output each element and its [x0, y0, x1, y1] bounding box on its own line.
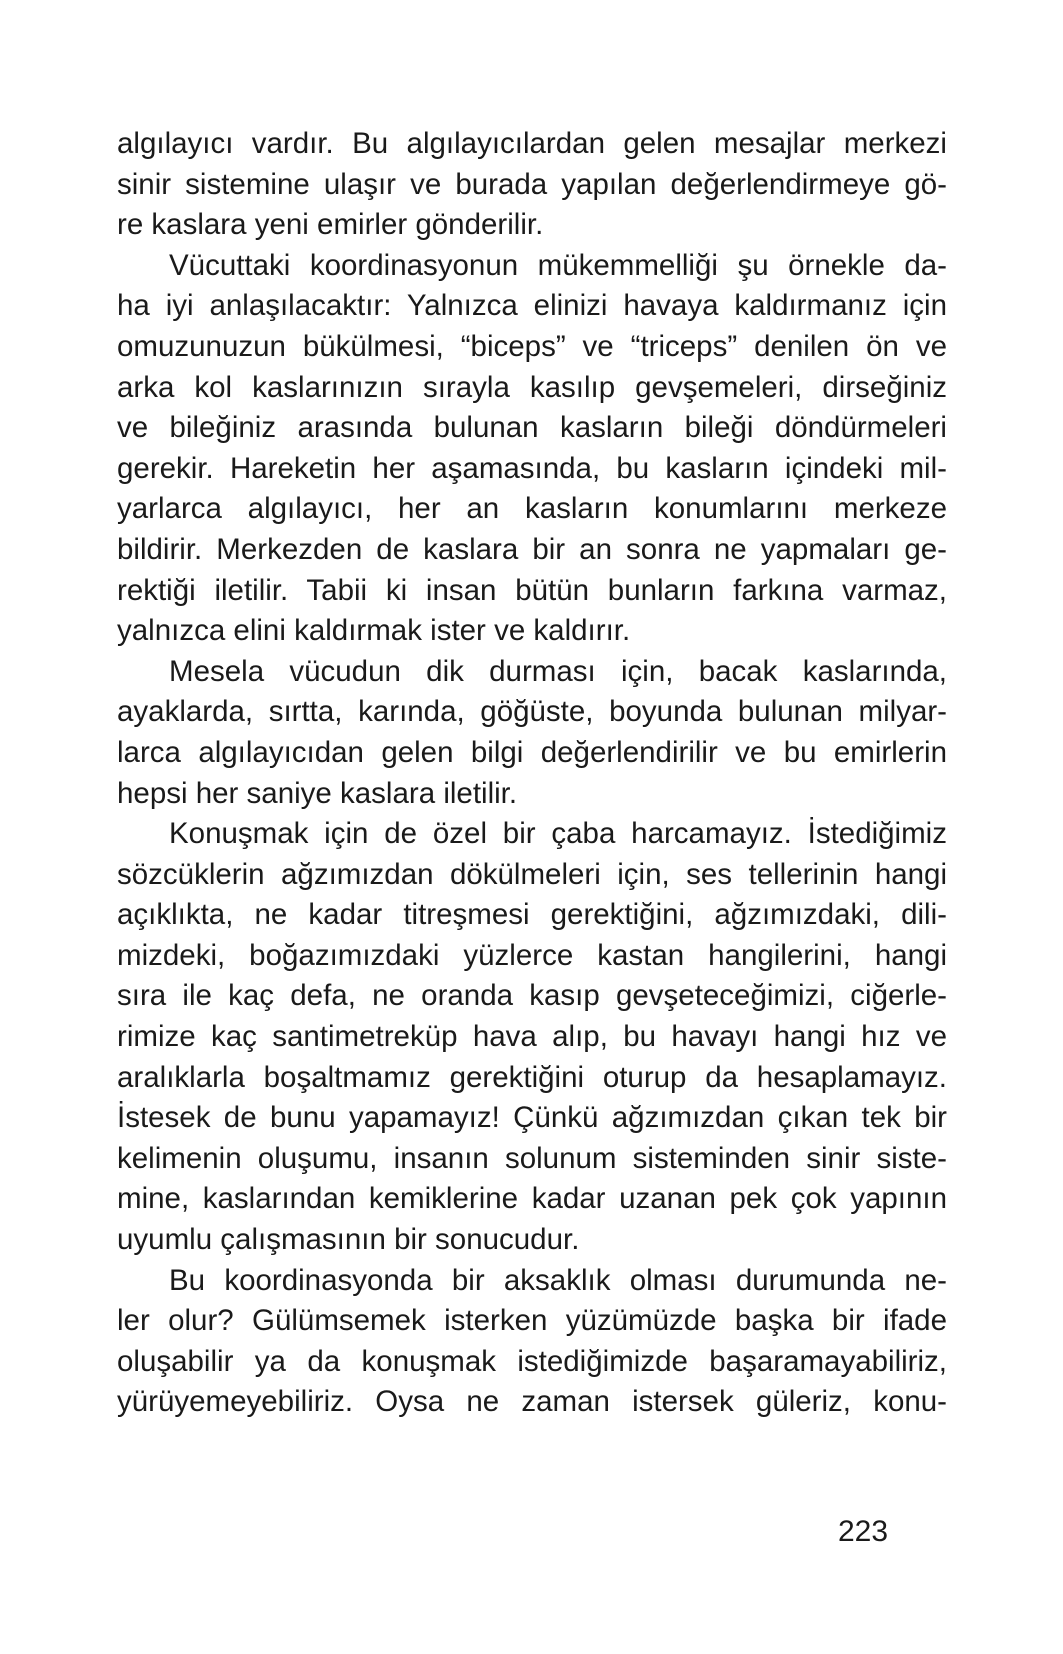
text-line: ler olur? Gülümsemek isterken yüzümüzde başka bir ifade: [117, 1304, 947, 1338]
text-line: larca algılayıcıdan gelen bilgi değerlendirilir ve bu emirlerin: [117, 735, 947, 769]
text-line: yarlarca algılayıcı, her an kasların konumlarını merkeze: [117, 492, 947, 526]
paragraph: [117, 1261, 947, 1423]
text-line: uyumlu çalışmasının bir sonucudur.: [117, 1223, 580, 1257]
text-line: Bu koordinasyonda bir aksaklık olması durumunda ne-: [169, 1263, 947, 1297]
text-line: arka kol kaslarınızın sırayla kasılıp gevşemeleri, dirseğiniz: [117, 370, 947, 404]
text-line: kelimenin oluşumu, insanın solunum sisteminden sinir siste-: [117, 1141, 947, 1175]
paragraph: [117, 124, 947, 246]
text-line: re kaslara yeni emirler gönderilir.: [117, 208, 544, 242]
text-line: omuzunuzun bükülmesi, “biceps” ve “triceps” denilen ön ve: [117, 329, 947, 363]
paragraph: [117, 814, 947, 1261]
text-line: rektiği iletilir. Tabii ki insan bütün bunların farkına varmaz,: [117, 573, 947, 607]
paragraph: [117, 246, 947, 652]
text-line: Konuşmak için de özel bir çaba harcamayız. İstediğimiz: [169, 817, 947, 851]
text-line: Mesela vücudun dik durması için, bacak kaslarında,: [169, 654, 947, 688]
text-line: ayaklarda, sırtta, karında, göğüste, boyunda bulunan milyar-: [117, 695, 947, 729]
text-line: sözcüklerin ağzımızdan dökülmeleri için, ses tellerinin hangi: [117, 857, 947, 891]
text-line: ve bileğiniz arasında bulunan kasların bileği döndürmeleri: [117, 411, 947, 445]
text-line: ha iyi anlaşılacaktır: Yalnızca elinizi havaya kaldırmanız için: [117, 289, 947, 323]
text-line: İstesek de bunu yapamayız! Çünkü ağzımızdan çıkan tek bir: [117, 1101, 947, 1135]
text-line: hepsi her saniye kaslara iletilir.: [117, 776, 518, 810]
text-line: açıklıkta, ne kadar titreşmesi gerektiğini, ağzımızdaki, dili-: [117, 898, 947, 932]
text-line: bildirir. Merkezden de kaslara bir an sonra ne yapmaları ge-: [117, 532, 947, 566]
text-line: rimize kaç santimetreküp hava alıp, bu havayı hangi hız ve: [117, 1020, 947, 1054]
text-line: yalnızca elini kaldırmak ister ve kaldırır.: [117, 614, 631, 648]
text-line: sıra ile kaç defa, ne oranda kasıp gevşeteceğimizi, ciğerle-: [117, 979, 947, 1013]
text-line: algılayıcı vardır. Bu algılayıcılardan gelen mesajlar merkezi: [117, 127, 947, 160]
text-line: mine, kaslarından kemiklerine kadar uzanan pek çok yapının: [117, 1182, 947, 1216]
text-line: oluşabilir ya da konuşmak istediğimizde başaramayabiliriz,: [117, 1344, 947, 1378]
text-line: yürüyemeyebiliriz. Oysa ne zaman istersek güleriz, konu-: [117, 1385, 947, 1419]
text-line: gerekir. Hareketin her aşamasında, bu kasların içindeki mil-: [117, 451, 947, 485]
body-text: [117, 124, 947, 1423]
text-line: aralıklarla boşaltmamız gerektiğini oturup da hesaplamayız.: [117, 1060, 947, 1094]
text-line: sinir sistemine ulaşır ve burada yapılan değerlendirmeye gö-: [117, 167, 947, 201]
paragraph: [117, 652, 947, 814]
page-number: 223: [838, 1515, 889, 1548]
text-line: mizdeki, boğazımızdaki yüzlerce kastan hangilerini, hangi: [117, 938, 947, 972]
text-line: Vücuttaki koordinasyonun mükemmelliği şu örnekle da-: [169, 248, 947, 282]
